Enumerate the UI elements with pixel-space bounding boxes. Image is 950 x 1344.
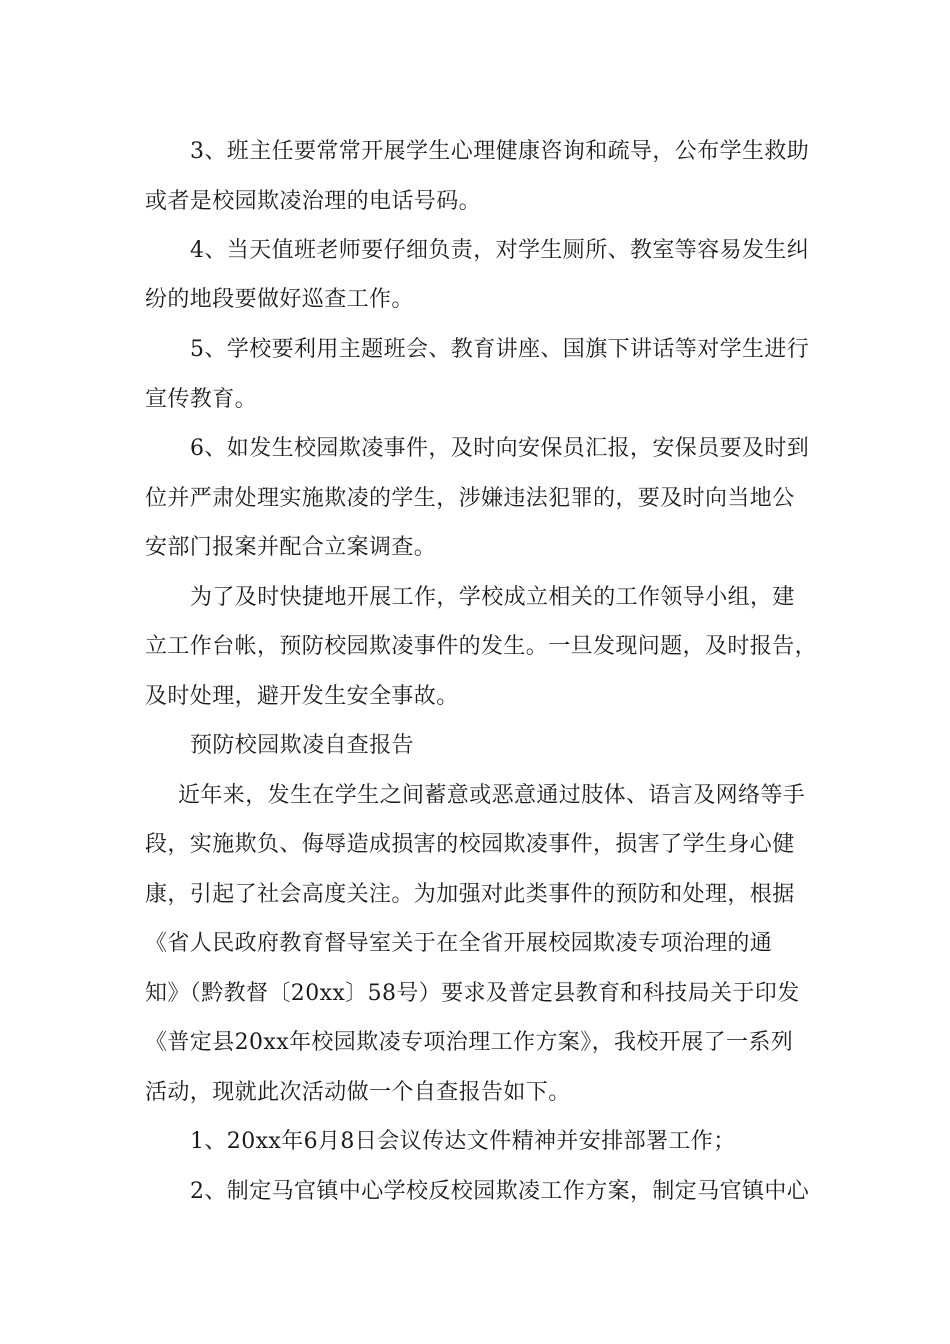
text-line: 宣传教育。 [145, 387, 258, 412]
text-line: 4、当天值班老师要仔细负责，对学生厕所、教室等容易发生纠 [190, 238, 810, 263]
text-line: 位并严肃处理实施欺凌的学生，涉嫌违法犯罪的，要及时向当地公 [145, 486, 795, 511]
text-line: 段，实施欺负、侮辱造成损害的校园欺凌事件，损害了学生身心健 [145, 832, 795, 857]
text-line: 3、班主任要常常开展学生心理健康咨询和疏导，公布学生救助 [190, 139, 810, 164]
text-line: 5、学校要利用主题班会、教育讲座、国旗下讲话等对学生进行 [190, 337, 810, 362]
text-line: 2、制定马官镇中心学校反校园欺凌工作方案，制定马官镇中心 [190, 1179, 810, 1204]
text-line: 为了及时快捷地开展工作，学校成立相关的工作领导小组，建 [190, 585, 795, 610]
text-line: 知》（黔教督〔20xx〕58号）要求及普定县教育和科技局关于印发 [145, 981, 800, 1006]
text-line: 安部门报案并配合立案调查。 [145, 535, 437, 560]
text-line: 《普定县20xx年校园欺凌专项治理工作方案》，我校开展了一系列 [145, 1030, 794, 1055]
text-line: 纷的地段要做好巡查工作。 [145, 287, 414, 312]
text-line: 1、20xx年6月8日会议传达文件精神并安排部署工作； [190, 1129, 736, 1154]
text-line: 立工作台帐，预防校园欺凌事件的发生。一旦发现问题，及时报告， [145, 634, 818, 659]
text-line: 活动，现就此次活动做一个自查报告如下。 [145, 1080, 571, 1105]
text-line: 康，引起了社会高度关注。为加强对此类事件的预防和处理，根据 [145, 882, 795, 907]
text-line: 或者是校园欺凌治理的电话号码。 [145, 189, 482, 214]
text-line: 6、如发生校园欺凌事件，及时向安保员汇报，安保员要及时到 [190, 436, 810, 461]
text-line: 及时处理，避开发生安全事故。 [145, 684, 459, 709]
text-line: 《省人民政府教育督导室关于在全省开展校园欺凌专项治理的通 [145, 931, 773, 956]
text-line: 近年来，发生在学生之间蓄意或恶意通过肢体、语言及网络等手 [178, 783, 806, 808]
section-heading: 预防校园欺凌自查报告 [190, 733, 415, 758]
